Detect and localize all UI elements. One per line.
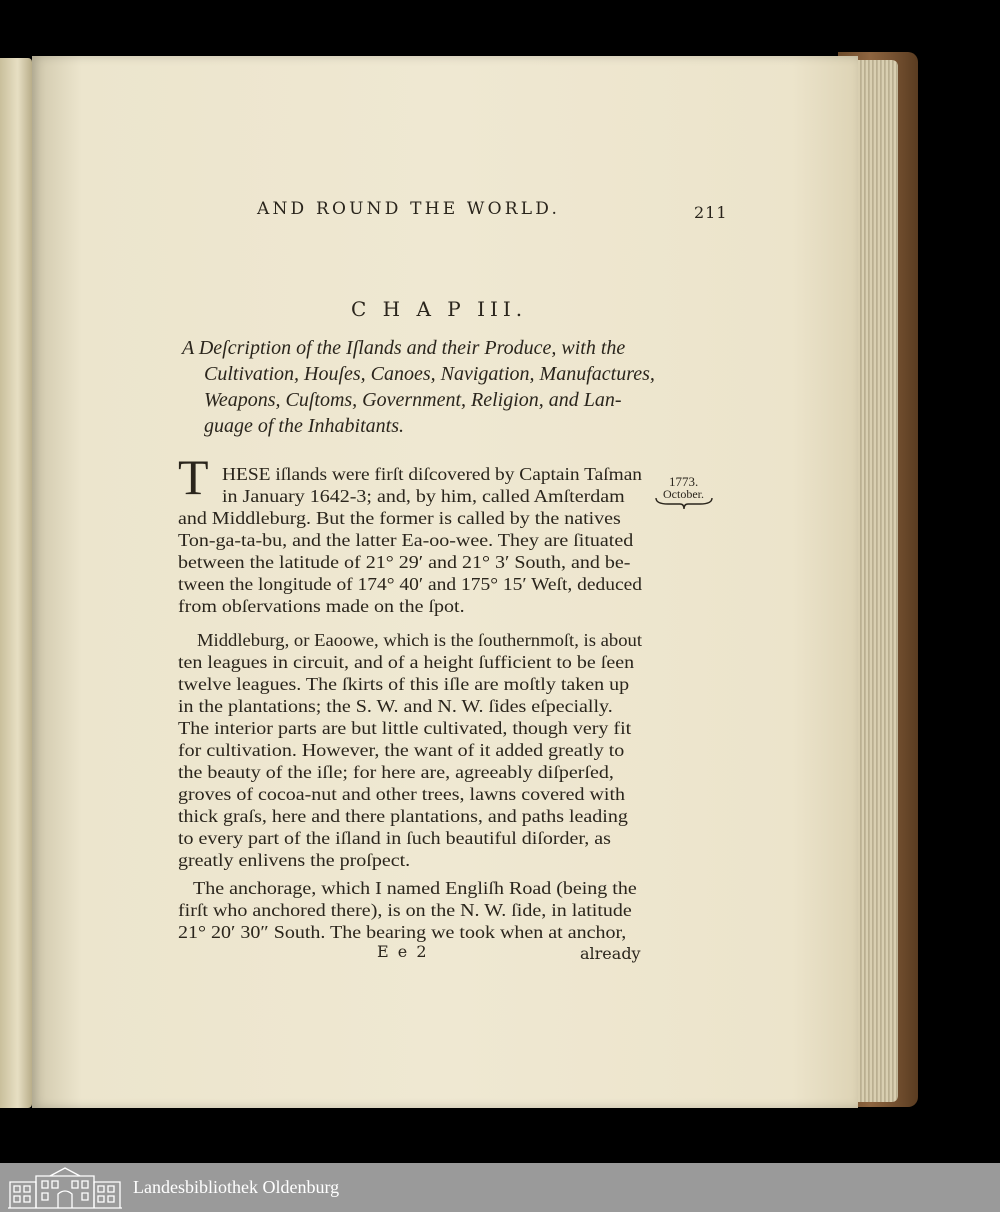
paragraph-3-line: The anchorage, which I named Engliſh Road (being the bbox=[193, 878, 637, 898]
brace-icon bbox=[654, 496, 714, 510]
paragraph-2-line: greatly enlivens the proſpect. bbox=[178, 850, 411, 870]
catchword: already bbox=[580, 944, 641, 963]
margin-note-year: 1773. bbox=[669, 474, 699, 489]
paragraph-2-line: twelve leagues. The ſkirts of this iſle are moſtly taken up bbox=[178, 674, 630, 694]
chapter-title: C H A P III. bbox=[351, 297, 528, 321]
paragraph-2-line: The interior parts are but little cultivated, though very fit bbox=[178, 718, 632, 738]
signature-mark: E e 2 bbox=[377, 942, 429, 961]
paragraph-1-line: from obſervations made on the ſpot. bbox=[178, 596, 465, 616]
paragraph-3-line: firſt who anchored there), is on the N. W. ſide, in latitude bbox=[178, 900, 632, 920]
chapter-subtitle-line: Weapons, Cuſtoms, Government, Religion, and Lan- bbox=[204, 389, 622, 411]
paragraph-1-line: between the latitude of 21° 29′ and 21° 3′ South, and be- bbox=[178, 552, 631, 572]
paragraph-2-line: in the plantations; the S. W. and N. W. ſides eſpecially. bbox=[178, 696, 613, 716]
chapter-subtitle-line: A Deſcription of the Iſlands and their Produce, with the bbox=[182, 337, 626, 359]
paragraph-3-line: 21° 20′ 30″ South. The bearing we took when at anchor, bbox=[178, 922, 627, 942]
paragraph-2-line: groves of cocoa-nut and other trees, lawns covered with bbox=[178, 784, 626, 804]
library-building-icon bbox=[6, 1166, 124, 1210]
margin-note-month: October. bbox=[663, 487, 704, 501]
paragraph-1-line: and Middleburg. But the former is called by the natives bbox=[178, 508, 621, 528]
facing-page-edge bbox=[0, 58, 32, 1108]
chapter-subtitle-line: guage of the Inhabitants. bbox=[204, 415, 404, 437]
footer-bar bbox=[0, 1163, 1000, 1212]
drop-cap: T bbox=[178, 449, 209, 505]
running-head: AND ROUND THE WORLD. bbox=[257, 199, 561, 219]
paragraph-2-line: for cultivation. However, the want of it added greatly to bbox=[178, 740, 625, 760]
paragraph-2-line: ten leagues in circuit, and of a height ſufficient to be ſeen bbox=[178, 652, 635, 672]
paragraph-1-line: HESE iſlands were firſt diſcovered by Captain Taſman bbox=[222, 464, 642, 484]
paragraph-2-line: Middleburg, or Eaoowe, which is the ſouthernmoſt, is about bbox=[197, 630, 642, 650]
page-number: 211 bbox=[694, 203, 728, 222]
paragraph-2-line: the beauty of the iſle; for here are, agreeably diſperſed, bbox=[178, 762, 614, 782]
paragraph-1-line: in January 1642-3; and, by him, called Amſterdam bbox=[222, 486, 625, 506]
paragraph-1-line: tween the longitude of 174° 40′ and 175° 15′ Weſt, deduced bbox=[178, 574, 642, 594]
paragraph-1-line: Ton-ga-ta-bu, and the latter Ea-oo-wee. They are ſituated bbox=[178, 530, 634, 550]
chapter-subtitle-line: Cultivation, Houſes, Canoes, Navigation, Manufactures, bbox=[204, 363, 655, 385]
paragraph-2-line: thick graſs, here and there plantations, and paths leading bbox=[178, 806, 628, 826]
footer-label: Landesbibliothek Oldenburg bbox=[133, 1177, 340, 1197]
paragraph-2-line: to every part of the iſland in ſuch beautiful diſorder, as bbox=[178, 828, 611, 848]
